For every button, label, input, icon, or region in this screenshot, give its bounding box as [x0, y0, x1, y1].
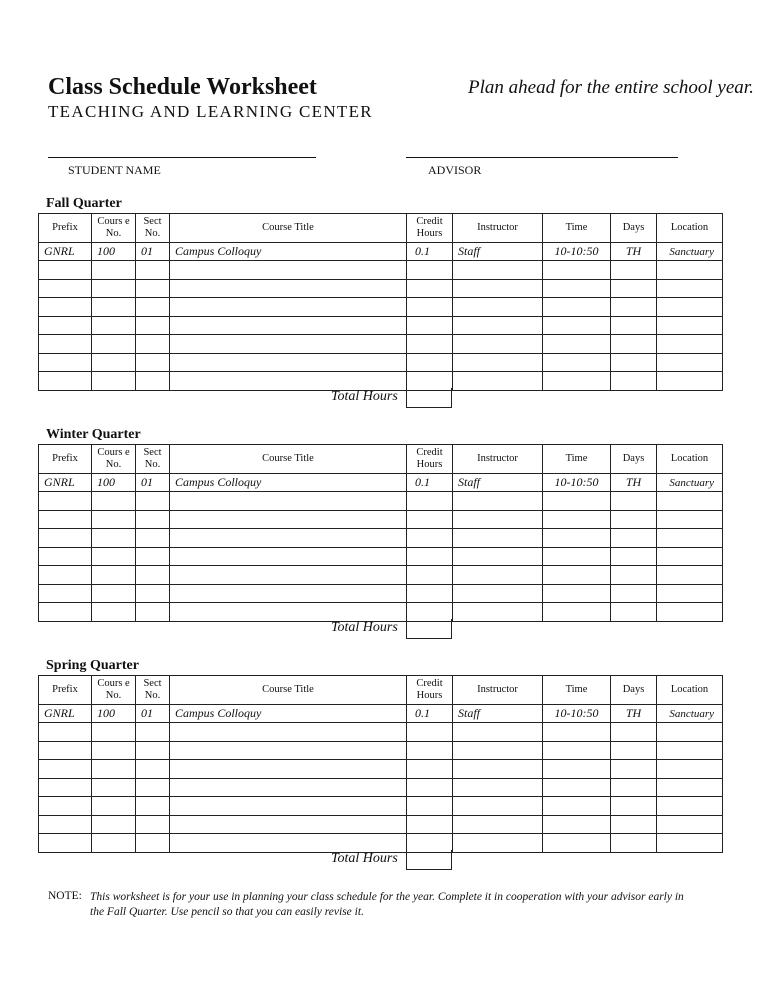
table-header-row [39, 676, 723, 705]
empty-cell-sect-no[interactable] [136, 778, 170, 797]
empty-cell-days[interactable] [611, 335, 657, 354]
empty-cell-prefix[interactable] [39, 529, 92, 548]
column-header-time: Time [543, 445, 611, 474]
column-header-sect-no: Sect No. [136, 445, 170, 474]
empty-cell-prefix[interactable] [39, 834, 92, 853]
column-header-time: Time [543, 676, 611, 705]
empty-cell-days[interactable] [611, 492, 657, 511]
empty-cell-time[interactable] [543, 741, 611, 760]
cell-title[interactable]: Campus Colloquy [170, 705, 407, 723]
empty-cell-days[interactable] [611, 316, 657, 335]
empty-cell-days[interactable] [611, 298, 657, 317]
fall-schedule-table [38, 213, 723, 391]
empty-cell-instructor[interactable] [453, 778, 543, 797]
table-row [39, 474, 723, 492]
empty-cell-title[interactable] [170, 603, 407, 622]
empty-cell-sect-no[interactable] [136, 723, 170, 742]
empty-cell-time[interactable] [543, 723, 611, 742]
empty-cell-days[interactable] [611, 741, 657, 760]
table-row [39, 353, 723, 372]
cell-course-no[interactable]: 100 [92, 705, 136, 723]
empty-cell-days[interactable] [611, 584, 657, 603]
empty-cell-course-no[interactable] [92, 566, 136, 585]
empty-cell-location[interactable] [657, 335, 723, 354]
empty-cell-time[interactable] [543, 566, 611, 585]
tagline: Plan ahead for the entire school year. [468, 77, 754, 98]
empty-cell-time[interactable] [543, 353, 611, 372]
empty-cell-location[interactable] [657, 261, 723, 280]
empty-cell-instructor[interactable] [453, 492, 543, 511]
spring-total-hours-field[interactable] [406, 850, 452, 870]
empty-cell-title[interactable] [170, 547, 407, 566]
empty-cell-title[interactable] [170, 815, 407, 834]
cell-sect-no[interactable]: 01 [136, 474, 170, 492]
empty-cell-time[interactable] [543, 760, 611, 779]
cell-prefix[interactable]: GNRL [39, 474, 92, 492]
empty-cell-prefix[interactable] [39, 815, 92, 834]
table-header-row [39, 445, 723, 474]
spring-total-hours-label: Total Hours [331, 851, 398, 866]
empty-cell-credit[interactable] [407, 353, 453, 372]
empty-cell-location[interactable] [657, 815, 723, 834]
empty-cell-time[interactable] [543, 335, 611, 354]
column-header-sect-no: Sect No. [136, 676, 170, 705]
column-header-sect-no: Sect No. [136, 214, 170, 243]
empty-cell-credit[interactable] [407, 723, 453, 742]
empty-cell-course-no[interactable] [92, 815, 136, 834]
fall-total-hours-label: Total Hours [331, 389, 398, 404]
empty-cell-course-no[interactable] [92, 261, 136, 280]
empty-cell-credit[interactable] [407, 584, 453, 603]
empty-cell-location[interactable] [657, 741, 723, 760]
table-row [39, 372, 723, 391]
column-header-time: Time [543, 214, 611, 243]
column-header-credit: Credit Hours [407, 676, 453, 705]
empty-cell-prefix[interactable] [39, 316, 92, 335]
empty-cell-instructor[interactable] [453, 584, 543, 603]
empty-cell-title[interactable] [170, 372, 407, 391]
empty-cell-course-no[interactable] [92, 335, 136, 354]
empty-cell-course-no[interactable] [92, 760, 136, 779]
column-header-instructor: Instructor [453, 676, 543, 705]
empty-cell-days[interactable] [611, 778, 657, 797]
empty-cell-title[interactable] [170, 797, 407, 816]
empty-cell-course-no[interactable] [92, 279, 136, 298]
empty-cell-prefix[interactable] [39, 723, 92, 742]
empty-cell-credit[interactable] [407, 261, 453, 280]
cell-prefix[interactable]: GNRL [39, 705, 92, 723]
empty-cell-credit[interactable] [407, 298, 453, 317]
empty-cell-credit[interactable] [407, 547, 453, 566]
empty-cell-sect-no[interactable] [136, 529, 170, 548]
table-row [39, 815, 723, 834]
column-header-prefix: Prefix [39, 445, 92, 474]
cell-time[interactable]: 10-10:50 [543, 705, 611, 723]
empty-cell-title[interactable] [170, 566, 407, 585]
table-row [39, 723, 723, 742]
empty-cell-days[interactable] [611, 279, 657, 298]
cell-instructor[interactable]: Staff [453, 705, 543, 723]
empty-cell-days[interactable] [611, 372, 657, 391]
table-row [39, 603, 723, 622]
empty-cell-credit[interactable] [407, 741, 453, 760]
empty-cell-sect-no[interactable] [136, 298, 170, 317]
empty-cell-course-no[interactable] [92, 834, 136, 853]
empty-cell-course-no[interactable] [92, 584, 136, 603]
empty-cell-sect-no[interactable] [136, 316, 170, 335]
table-row [39, 797, 723, 816]
empty-cell-instructor[interactable] [453, 279, 543, 298]
empty-cell-instructor[interactable] [453, 372, 543, 391]
student-name-label: STUDENT NAME [68, 163, 161, 177]
empty-cell-title[interactable] [170, 529, 407, 548]
empty-cell-days[interactable] [611, 723, 657, 742]
empty-cell-title[interactable] [170, 584, 407, 603]
empty-cell-course-no[interactable] [92, 741, 136, 760]
empty-cell-days[interactable] [611, 510, 657, 529]
empty-cell-credit[interactable] [407, 566, 453, 585]
empty-cell-prefix[interactable] [39, 335, 92, 354]
empty-cell-prefix[interactable] [39, 492, 92, 511]
cell-location[interactable]: Sanctuary [657, 243, 723, 261]
empty-cell-title[interactable] [170, 353, 407, 372]
column-header-location: Location [657, 445, 723, 474]
empty-cell-course-no[interactable] [92, 353, 136, 372]
empty-cell-time[interactable] [543, 298, 611, 317]
cell-time[interactable]: 10-10:50 [543, 474, 611, 492]
empty-cell-title[interactable] [170, 741, 407, 760]
empty-cell-time[interactable] [543, 815, 611, 834]
empty-cell-instructor[interactable] [453, 741, 543, 760]
cell-title[interactable]: Campus Colloquy [170, 474, 407, 492]
cell-location[interactable]: Sanctuary [657, 705, 723, 723]
column-header-instructor: Instructor [453, 214, 543, 243]
empty-cell-title[interactable] [170, 335, 407, 354]
empty-cell-days[interactable] [611, 760, 657, 779]
empty-cell-instructor[interactable] [453, 603, 543, 622]
empty-cell-prefix[interactable] [39, 261, 92, 280]
cell-location[interactable]: Sanctuary [657, 474, 723, 492]
student-name-field[interactable] [48, 157, 316, 158]
empty-cell-days[interactable] [611, 603, 657, 622]
column-header-credit: Credit Hours [407, 214, 453, 243]
empty-cell-location[interactable] [657, 353, 723, 372]
empty-cell-time[interactable] [543, 797, 611, 816]
empty-cell-sect-no[interactable] [136, 353, 170, 372]
empty-cell-days[interactable] [611, 797, 657, 816]
empty-cell-location[interactable] [657, 778, 723, 797]
column-header-title: Course Title [170, 445, 407, 474]
empty-cell-course-no[interactable] [92, 316, 136, 335]
empty-cell-days[interactable] [611, 529, 657, 548]
column-header-course-no: Cours e No. [92, 445, 136, 474]
table-row [39, 298, 723, 317]
table-row [39, 547, 723, 566]
empty-cell-location[interactable] [657, 279, 723, 298]
note-label: NOTE: [48, 890, 82, 902]
note-text: This worksheet is for your use in planning your class schedule for the year. Complete it in cooperation with your advisor early in the Fall Quarter. Use pencil so that you can easily revise it. [90, 891, 684, 918]
empty-cell-sect-no[interactable] [136, 547, 170, 566]
empty-cell-time[interactable] [543, 529, 611, 548]
column-header-location: Location [657, 214, 723, 243]
empty-cell-sect-no[interactable] [136, 760, 170, 779]
empty-cell-title[interactable] [170, 279, 407, 298]
empty-cell-location[interactable] [657, 566, 723, 585]
empty-cell-course-no[interactable] [92, 529, 136, 548]
empty-cell-location[interactable] [657, 760, 723, 779]
cell-sect-no[interactable]: 01 [136, 243, 170, 261]
table-row [39, 510, 723, 529]
empty-cell-credit[interactable] [407, 279, 453, 298]
empty-cell-prefix[interactable] [39, 353, 92, 372]
empty-cell-location[interactable] [657, 723, 723, 742]
table-row [39, 261, 723, 280]
empty-cell-instructor[interactable] [453, 566, 543, 585]
empty-cell-sect-no[interactable] [136, 279, 170, 298]
empty-cell-instructor[interactable] [453, 723, 543, 742]
empty-cell-credit[interactable] [407, 510, 453, 529]
empty-cell-title[interactable] [170, 834, 407, 853]
empty-cell-instructor[interactable] [453, 353, 543, 372]
empty-cell-course-no[interactable] [92, 372, 136, 391]
table-row [39, 741, 723, 760]
column-header-credit: Credit Hours [407, 445, 453, 474]
empty-cell-credit[interactable] [407, 529, 453, 548]
cell-credit[interactable]: 0.1 [407, 705, 453, 723]
empty-cell-sect-no[interactable] [136, 492, 170, 511]
empty-cell-instructor[interactable] [453, 529, 543, 548]
empty-cell-sect-no[interactable] [136, 741, 170, 760]
cell-instructor[interactable]: Staff [453, 243, 543, 261]
advisor-label: ADVISOR [428, 163, 482, 177]
column-header-instructor: Instructor [453, 445, 543, 474]
empty-cell-sect-no[interactable] [136, 566, 170, 585]
cell-credit[interactable]: 0.1 [407, 474, 453, 492]
empty-cell-days[interactable] [611, 815, 657, 834]
cell-course-no[interactable]: 100 [92, 474, 136, 492]
fall-quarter-title: Fall Quarter [46, 196, 122, 211]
empty-cell-location[interactable] [657, 547, 723, 566]
empty-cell-time[interactable] [543, 603, 611, 622]
empty-cell-instructor[interactable] [453, 510, 543, 529]
empty-cell-days[interactable] [611, 566, 657, 585]
empty-cell-instructor[interactable] [453, 760, 543, 779]
column-header-days: Days [611, 214, 657, 243]
table-row [39, 834, 723, 853]
empty-cell-course-no[interactable] [92, 797, 136, 816]
empty-cell-credit[interactable] [407, 778, 453, 797]
empty-cell-location[interactable] [657, 797, 723, 816]
empty-cell-title[interactable] [170, 778, 407, 797]
empty-cell-course-no[interactable] [92, 298, 136, 317]
subtitle: TEACHING AND LEARNING CENTER [48, 102, 373, 121]
empty-cell-time[interactable] [543, 547, 611, 566]
empty-cell-course-no[interactable] [92, 603, 136, 622]
empty-cell-time[interactable] [543, 279, 611, 298]
empty-cell-credit[interactable] [407, 316, 453, 335]
empty-cell-course-no[interactable] [92, 547, 136, 566]
empty-cell-time[interactable] [543, 584, 611, 603]
empty-cell-time[interactable] [543, 778, 611, 797]
empty-cell-title[interactable] [170, 760, 407, 779]
empty-cell-credit[interactable] [407, 797, 453, 816]
empty-cell-sect-no[interactable] [136, 603, 170, 622]
empty-cell-credit[interactable] [407, 335, 453, 354]
empty-cell-time[interactable] [543, 492, 611, 511]
empty-cell-location[interactable] [657, 603, 723, 622]
column-header-days: Days [611, 676, 657, 705]
empty-cell-instructor[interactable] [453, 797, 543, 816]
empty-cell-days[interactable] [611, 261, 657, 280]
empty-cell-location[interactable] [657, 492, 723, 511]
column-header-prefix: Prefix [39, 214, 92, 243]
empty-cell-course-no[interactable] [92, 510, 136, 529]
empty-cell-credit[interactable] [407, 760, 453, 779]
cell-credit[interactable]: 0.1 [407, 243, 453, 261]
empty-cell-location[interactable] [657, 298, 723, 317]
empty-cell-instructor[interactable] [453, 316, 543, 335]
table-row [39, 584, 723, 603]
empty-cell-location[interactable] [657, 510, 723, 529]
empty-cell-location[interactable] [657, 372, 723, 391]
empty-cell-sect-no[interactable] [136, 834, 170, 853]
cell-time[interactable]: 10-10:50 [543, 243, 611, 261]
empty-cell-credit[interactable] [407, 815, 453, 834]
empty-cell-title[interactable] [170, 492, 407, 511]
empty-cell-instructor[interactable] [453, 834, 543, 853]
empty-cell-prefix[interactable] [39, 797, 92, 816]
empty-cell-sect-no[interactable] [136, 372, 170, 391]
empty-cell-prefix[interactable] [39, 566, 92, 585]
column-header-course-no: Cours e No. [92, 214, 136, 243]
winter-quarter-title: Winter Quarter [46, 427, 141, 442]
empty-cell-prefix[interactable] [39, 279, 92, 298]
cell-instructor[interactable]: Staff [453, 474, 543, 492]
table-row [39, 529, 723, 548]
empty-cell-location[interactable] [657, 584, 723, 603]
empty-cell-prefix[interactable] [39, 760, 92, 779]
table-row [39, 760, 723, 779]
empty-cell-instructor[interactable] [453, 298, 543, 317]
empty-cell-instructor[interactable] [453, 335, 543, 354]
column-header-course-no: Cours e No. [92, 676, 136, 705]
empty-cell-time[interactable] [543, 316, 611, 335]
empty-cell-sect-no[interactable] [136, 797, 170, 816]
empty-cell-prefix[interactable] [39, 510, 92, 529]
cell-days[interactable]: TH [611, 474, 657, 492]
empty-cell-prefix[interactable] [39, 778, 92, 797]
empty-cell-location[interactable] [657, 316, 723, 335]
empty-cell-time[interactable] [543, 261, 611, 280]
empty-cell-title[interactable] [170, 261, 407, 280]
table-row [39, 243, 723, 261]
column-header-days: Days [611, 445, 657, 474]
empty-cell-instructor[interactable] [453, 547, 543, 566]
empty-cell-prefix[interactable] [39, 298, 92, 317]
empty-cell-time[interactable] [543, 834, 611, 853]
winter-total-hours-field[interactable] [406, 619, 452, 639]
page-title: Class Schedule Worksheet [48, 74, 317, 100]
empty-cell-sect-no[interactable] [136, 335, 170, 354]
column-header-prefix: Prefix [39, 676, 92, 705]
table-row [39, 705, 723, 723]
empty-cell-prefix[interactable] [39, 547, 92, 566]
spring-schedule-table [38, 675, 723, 853]
empty-cell-location[interactable] [657, 529, 723, 548]
table-row [39, 316, 723, 335]
empty-cell-sect-no[interactable] [136, 584, 170, 603]
empty-cell-days[interactable] [611, 353, 657, 372]
table-row [39, 566, 723, 585]
empty-cell-prefix[interactable] [39, 584, 92, 603]
empty-cell-prefix[interactable] [39, 741, 92, 760]
winter-total-hours-label: Total Hours [331, 620, 398, 635]
table-header-row [39, 214, 723, 243]
table-row [39, 492, 723, 511]
table-row [39, 778, 723, 797]
cell-sect-no[interactable]: 01 [136, 705, 170, 723]
cell-title[interactable]: Campus Colloquy [170, 243, 407, 261]
table-row [39, 279, 723, 298]
empty-cell-location[interactable] [657, 834, 723, 853]
empty-cell-credit[interactable] [407, 492, 453, 511]
empty-cell-course-no[interactable] [92, 492, 136, 511]
empty-cell-course-no[interactable] [92, 778, 136, 797]
empty-cell-instructor[interactable] [453, 261, 543, 280]
column-header-title: Course Title [170, 214, 407, 243]
empty-cell-time[interactable] [543, 372, 611, 391]
winter-schedule-table [38, 444, 723, 622]
cell-days[interactable]: TH [611, 243, 657, 261]
empty-cell-prefix[interactable] [39, 372, 92, 391]
empty-cell-prefix[interactable] [39, 603, 92, 622]
column-header-location: Location [657, 676, 723, 705]
empty-cell-course-no[interactable] [92, 723, 136, 742]
table-row [39, 335, 723, 354]
empty-cell-title[interactable] [170, 510, 407, 529]
cell-course-no[interactable]: 100 [92, 243, 136, 261]
cell-prefix[interactable]: GNRL [39, 243, 92, 261]
empty-cell-sect-no[interactable] [136, 510, 170, 529]
cell-days[interactable]: TH [611, 705, 657, 723]
empty-cell-sect-no[interactable] [136, 815, 170, 834]
spring-quarter-title: Spring Quarter [46, 658, 139, 673]
empty-cell-title[interactable] [170, 723, 407, 742]
empty-cell-sect-no[interactable] [136, 261, 170, 280]
advisor-field[interactable] [406, 157, 678, 158]
empty-cell-instructor[interactable] [453, 815, 543, 834]
empty-cell-time[interactable] [543, 510, 611, 529]
column-header-title: Course Title [170, 676, 407, 705]
empty-cell-days[interactable] [611, 834, 657, 853]
empty-cell-days[interactable] [611, 547, 657, 566]
empty-cell-title[interactable] [170, 316, 407, 335]
empty-cell-title[interactable] [170, 298, 407, 317]
fall-total-hours-field[interactable] [406, 388, 452, 408]
